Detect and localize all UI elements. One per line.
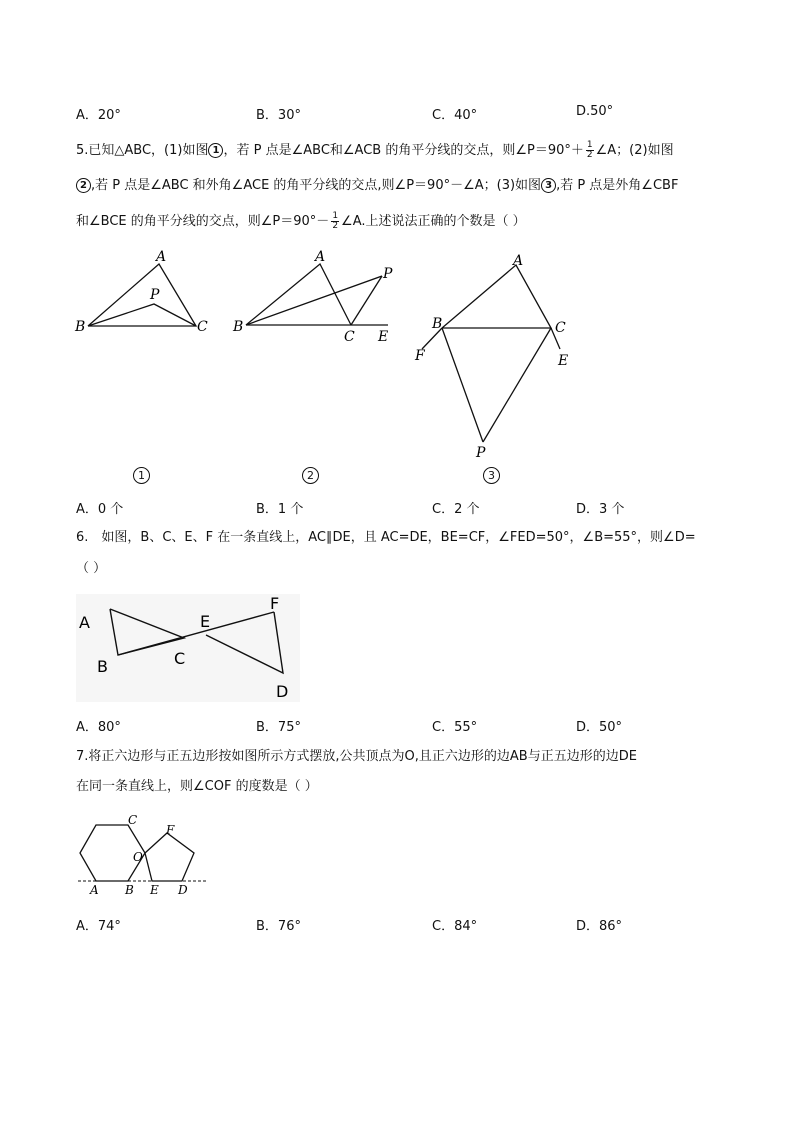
q7-label-d: D bbox=[178, 883, 188, 897]
q5-text-3a: 和∠BCE 的角平分线的交点，则∠P＝90°－ bbox=[76, 214, 330, 229]
q4-option-b[interactable]: B．30° bbox=[256, 108, 301, 123]
q7-option-a[interactable]: A．74° bbox=[76, 919, 121, 934]
q6-label-f: F bbox=[270, 594, 280, 613]
q5-text-1a: 5.已知△ABC，(1)如图 bbox=[76, 143, 209, 158]
caption-fig-3 bbox=[483, 466, 500, 484]
fig1-ref-mark: 1 bbox=[208, 143, 223, 158]
q4-option-c[interactable]: C．40° bbox=[432, 108, 478, 123]
q7-figure bbox=[72, 815, 214, 897]
q5-text-2: ,若 P 点是∠ABC 和外角∠ACE 的角平分线的交点,则∠P＝90°－∠A；(3)如图 bbox=[91, 178, 542, 193]
q5-text-1b: ，若 P 点是∠ABC和∠ACB 的角平分线的交点，则∠P＝90°＋ bbox=[223, 143, 584, 158]
caption-1-mark: 1 bbox=[133, 467, 150, 484]
caption-fig-2 bbox=[302, 466, 319, 484]
frac-den-2: 2 bbox=[332, 221, 339, 231]
q7-label-a: A bbox=[90, 883, 99, 897]
q4-option-d[interactable]: D.50° bbox=[576, 104, 614, 119]
q7-label-o: O bbox=[133, 850, 143, 864]
q7-label-b: B bbox=[125, 883, 134, 897]
q5-text-2b: ,若 P 点是外角∠CBF bbox=[556, 178, 679, 193]
fig3-label-e: E bbox=[558, 353, 569, 369]
q5-line-1 bbox=[76, 141, 674, 160]
caption-fig-1 bbox=[133, 466, 150, 484]
q5-figures bbox=[70, 245, 590, 465]
q6-label-e: E bbox=[200, 612, 211, 631]
fig2-label-b: B bbox=[233, 319, 244, 335]
q6-label-b: B bbox=[97, 657, 108, 676]
figure-1-triangle bbox=[88, 264, 196, 326]
fig3-label-a: A bbox=[513, 253, 524, 269]
figure-3-triangle bbox=[422, 265, 560, 442]
frac-num-2: 1 bbox=[332, 211, 339, 221]
frac-den: 2 bbox=[586, 150, 593, 160]
q6-option-b[interactable]: B．75° bbox=[256, 720, 301, 735]
figure-2-triangle bbox=[246, 264, 388, 325]
q6-line-1: 6. 如图，B、C、E、F 在一条直线上，AC∥DE，且 AC=DE，BE=CF，∠FED=50°，∠B=55°，则∠D= bbox=[76, 530, 696, 545]
caption-3-mark: 3 bbox=[483, 467, 500, 484]
q6-lines bbox=[110, 609, 283, 673]
q5-option-b[interactable]: B．1 个 bbox=[256, 502, 304, 517]
q5-text-1c: ∠A；(2)如图 bbox=[595, 143, 674, 158]
q6-option-d[interactable]: D．50° bbox=[576, 720, 623, 735]
caption-2-mark: 2 bbox=[302, 467, 319, 484]
q7-label-c: C bbox=[128, 815, 138, 827]
q6-label-c: C bbox=[174, 649, 186, 668]
q5-line-2 bbox=[76, 177, 678, 195]
q7-line-1: 7.将正六边形与正五边形按如图所示方式摆放,公共顶点为O,且正六边形的边AB与正五边形的边DE bbox=[76, 749, 637, 764]
q5-line-3 bbox=[76, 212, 526, 231]
q7-option-b[interactable]: B．76° bbox=[256, 919, 301, 934]
fig3-label-b: B bbox=[432, 316, 443, 332]
q7-line-2: 在同一条直线上，则∠COF 的度数是（ ） bbox=[76, 779, 318, 794]
fig3-ref-mark: 3 bbox=[541, 178, 556, 193]
fig2-label-p: P bbox=[383, 266, 393, 282]
fig1-label-c: C bbox=[197, 319, 208, 335]
frac-num: 1 bbox=[586, 140, 593, 150]
q6-option-a[interactable]: A．80° bbox=[76, 720, 121, 735]
q6-figure bbox=[76, 594, 300, 702]
fig1-label-p: P bbox=[150, 287, 160, 303]
half-fraction-2 bbox=[331, 212, 339, 231]
q7-option-d[interactable]: D．86° bbox=[576, 919, 623, 934]
fig2-ref-mark: 2 bbox=[76, 178, 91, 193]
q7-label-f: F bbox=[166, 823, 175, 837]
fig1-label-b: B bbox=[75, 319, 86, 335]
fig2-label-a: A bbox=[315, 249, 326, 265]
fig2-label-e: E bbox=[378, 329, 389, 345]
fig2-label-c: C bbox=[344, 329, 355, 345]
q6-label-d: D bbox=[276, 682, 289, 701]
q7-label-e: E bbox=[150, 883, 159, 897]
q6-line-2: （ ） bbox=[76, 561, 107, 576]
fig3-label-p: P bbox=[476, 445, 486, 461]
q5-option-a[interactable]: A．0 个 bbox=[76, 502, 124, 517]
pentagon bbox=[145, 833, 194, 881]
q6-label-a: A bbox=[79, 613, 90, 632]
fig3-label-c: C bbox=[555, 320, 566, 336]
q5-option-d[interactable]: D．3 个 bbox=[576, 502, 625, 517]
q5-option-c[interactable]: C．2 个 bbox=[432, 502, 480, 517]
q4-option-a[interactable]: A．20° bbox=[76, 108, 121, 123]
fig1-label-a: A bbox=[156, 249, 167, 265]
q6-option-c[interactable]: C．55° bbox=[432, 720, 478, 735]
q7-option-c[interactable]: C．84° bbox=[432, 919, 478, 934]
q5-text-3b: ∠A.上述说法正确的个数是（ ） bbox=[341, 214, 526, 229]
half-fraction bbox=[586, 141, 594, 160]
fig3-label-f: F bbox=[415, 348, 425, 364]
